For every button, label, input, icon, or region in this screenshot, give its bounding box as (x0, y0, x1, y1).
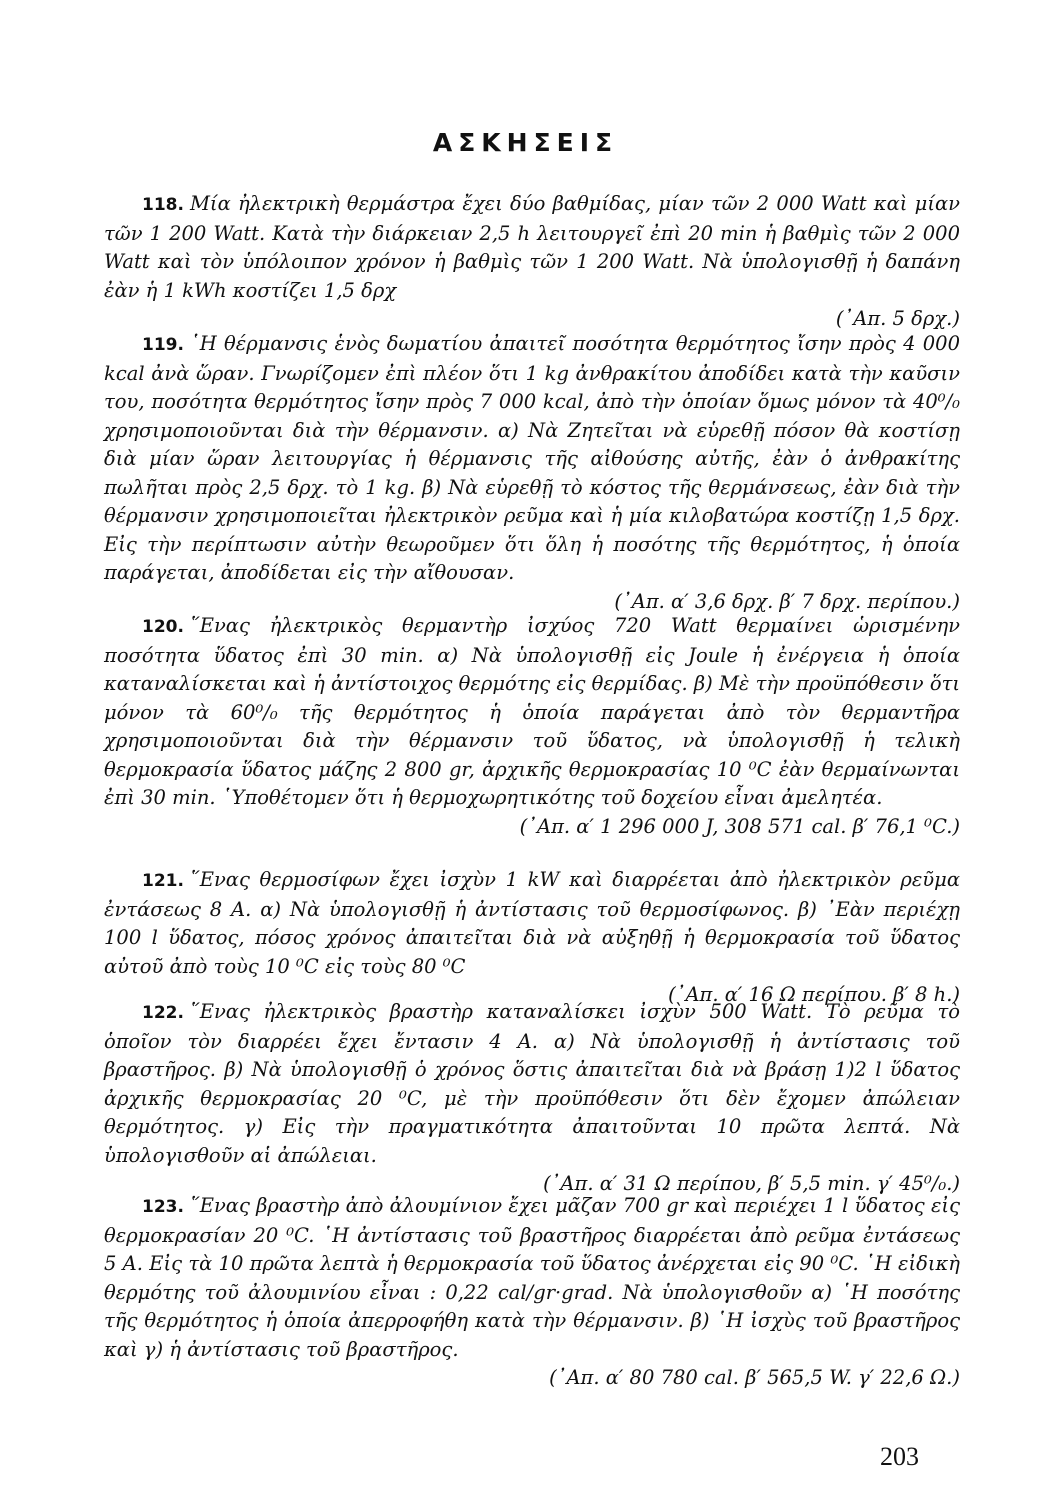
problem-118 (104, 190, 960, 334)
problem-answer: (᾿Απ. α′ 1 296 000 J, 308 571 cal. β′ 76,1 ⁰C.) (519, 814, 960, 838)
problem-answer: (᾿Απ. 5 δρχ.) (835, 307, 960, 330)
page-title: ΑΣΚΗΣΕΙΣ (432, 128, 619, 157)
problem-123 (104, 1192, 960, 1393)
problem-text: ῞Ενας θερμοσίφων ἔχει ἰσχὺν 1 kW καὶ διαρρέεται ἀπὸ ἠλεκτρικὸν ρεῦμα ἐντάσεως 8 A. α) Νὰ ὑπολογισθῇ ἡ ἀντίστασις τοῦ θερμοσίφωνος. β) ᾿Εὰν περιέχῃ 100 l ὕδατος, πόσος χρόνος ἀπαιτεῖται διὰ νὰ αὐξηθῇ ἡ θερμοκρασία τοῦ ὕδατος αὐτοῦ ἀπὸ τοὺς 10 ⁰C εἰς τοὺς 80 ⁰C (104, 868, 960, 978)
problem-number: 120. (142, 617, 184, 637)
problem-text: ῾Η θέρμανσις ἑνὸς δωματίου ἀπαιτεῖ ποσότητα θερμότητος ἴσην πρὸς 4 000 kcal ἀνὰ ὥραν. Γνωρίζομεν ἐπὶ πλέον ὅτι 1 kg ἀνθρακίτου ἀποδίδει κατὰ τὴν καῦσιν του, ποσότητα θερμότητος ἴσην πρὸς 7 000 kcal, ἀπὸ τὴν ὁποίαν ὅμως μόνον τὰ 40⁰/₀ χρησιμοποιοῦνται διὰ τὴν θέρμανσιν. α) Νὰ Ζητεῖται νὰ εὑρεθῇ πόσον θὰ κοστίσῃ διὰ μίαν ὥραν λειτουργίας ἡ θέρμανσις τῆς αἰθούσης αὐτῆς, ἐὰν ὁ ἀνθρακίτης πωλῆται πρὸς 2,5 δρχ. τὸ 1 kg. β) Νὰ εὑρεθῇ τὸ κόστος τῆς θερμάνσεως, ἐὰν διὰ τὴν θέρμανσιν χρησιμοποιεῖται ἠλεκτρικὸν ρεῦμα καὶ ἡ μία κιλοβατώρα κοστίζῃ 1,5 δρχ. Εἰς τὴν περίπτωσιν αὐτὴν θεωροῦμεν ὅτι ὅλη ἡ ποσότης τῆς θερμότητος, ἡ ὁποία παράγεται, ἀποδίδεται εἰς τὴν αἴθουσαν. (104, 332, 960, 584)
problem-answer: (᾿Απ. α′ 3,6 δρχ. β′ 7 δρχ. περίπου.) (614, 589, 960, 613)
problem-answer: (᾿Απ. α′ 16 Ω περίπου. β′ 8 h.) (668, 983, 960, 1006)
problem-119 (104, 330, 960, 616)
problem-answer: (᾿Απ. α′ 31 Ω περίπου, β′ 5,5 min. γ′ 45⁰/₀.) (543, 1172, 960, 1195)
problem-number: 119. (142, 335, 184, 355)
problem-121 (104, 866, 960, 1010)
problem-122 (104, 998, 960, 1199)
problem-120 (104, 612, 960, 841)
problem-number: 121. (142, 871, 184, 891)
problem-answer: (᾿Απ. α′ 80 780 cal. β′ 565,5 W. γ′ 22,6 Ω.) (549, 1366, 960, 1389)
problem-number: 123. (142, 1197, 184, 1217)
page-number: 203 (880, 1442, 919, 1471)
problem-text: ῞Ενας ἠλεκτρικὸς βραστὴρ καταναλίσκει ἰσχὺν 500 Watt. Τὸ ρεῦμα τὸ ὁποῖον τὸν διαρρέει ἔχει ἔντασιν 4 A. α) Νὰ ὑπολογισθῇ ἡ ἀντίστασις τοῦ βραστῆρος. β) Νὰ ὑπολογισθῇ ὁ χρόνος ὅστις ἀπαιτεῖται διὰ νὰ βράσῃ 1)2 l ὕδατος ἀρχικῆς θερμοκρασίας 20 ⁰C, μὲ τὴν προϋπόθεσιν ὅτι δὲν ἔχομεν ἀπώλειαν θερμότητος. γ) Εἰς τὴν πραγματικότητα ἀπαιτοῦνται 10 πρῶτα λεπτά. Νὰ ὑπολογισθοῦν αἱ ἀπώλειαι. (104, 1000, 960, 1167)
problem-text: ῞Ενας βραστὴρ ἀπὸ ἀλουμίνιον ἔχει μᾶζαν 700 gr καὶ περιέχει 1 l ὕδατος εἰς θερμοκρασίαν 20 ⁰C. ῾Η ἀντίστασις τοῦ βραστῆρος διαρρέεται ἀπὸ ρεῦμα ἐντάσεως 5 A. Εἰς τὰ 10 πρῶτα λεπτὰ ἡ θερμοκρασία τοῦ ὕδατος ἀνέρχεται εἰς 90 ⁰C. ῾Η εἰδικὴ θερμότης τοῦ ἀλουμινίου εἶναι : 0,22 cal/gr·grad. Νὰ ὑπολογισθοῦν α) ῾Η ποσότης τῆς θερμότητος ἡ ὁποία ἀπερροφήθη κατὰ τὴν θέρμανσιν. β) ῾Η ἰσχὺς τοῦ βραστῆρος καὶ γ) ἡ ἀντίστασις τοῦ βραστῆρος. (104, 1194, 960, 1361)
problem-number: 122. (142, 1003, 184, 1023)
problem-text: ῞Ενας ἠλεκτρικὸς θερμαντὴρ ἰσχύος 720 Watt θερμαίνει ὡρισμένην ποσότητα ὕδατος ἐπὶ 30 min. α) Νὰ ὑπολογισθῇ εἰς Joule ἡ ἐνέργεια ἡ ὁποία καταναλίσκεται καὶ ἡ ἀντίστοιχος θερμότης εἰς θερμίδας. β) Μὲ τὴν προϋπόθεσιν ὅτι μόνον τὰ 60⁰/₀ τῆς θερμότητος ἡ ὁποία παράγεται ἀπὸ τὸν θερμαντῆρα χρησιμοποιοῦνται διὰ τὴν θέρμανσιν τοῦ ὕδατος, νὰ ὑπολογισθῇ ἡ τελικὴ θερμοκρασία ὕδατος μάζης 2 800 gr, ἀρχικῆς θερμοκρασίας 10 ⁰C ἐὰν θερμαίνωνται ἐπὶ 30 min. ῾Υποθέτομεν ὅτι ἡ θερμοχωρητικότης τοῦ δοχείου εἶναι ἀμελητέα. (104, 614, 960, 809)
problem-number: 118. (142, 195, 184, 215)
problem-text: Μία ἠλεκτρικὴ θερμάστρα ἔχει δύο βαθμίδας, μίαν τῶν 2 000 Watt καὶ μίαν τῶν 1 200 Watt. Κατὰ τὴν διάρκειαν 2,5 h λειτουργεῖ ἐπὶ 20 min ἡ βαθμὶς τῶν 2 000 Watt καὶ τὸν ὑπόλοιπον χρόνον ἡ βαθμὶς τῶν 1 200 Watt. Νὰ ὑπολογισθῇ ἡ δαπάνη ἐὰν ἡ 1 kWh κοστίζει 1,5 δρχ (104, 192, 960, 302)
